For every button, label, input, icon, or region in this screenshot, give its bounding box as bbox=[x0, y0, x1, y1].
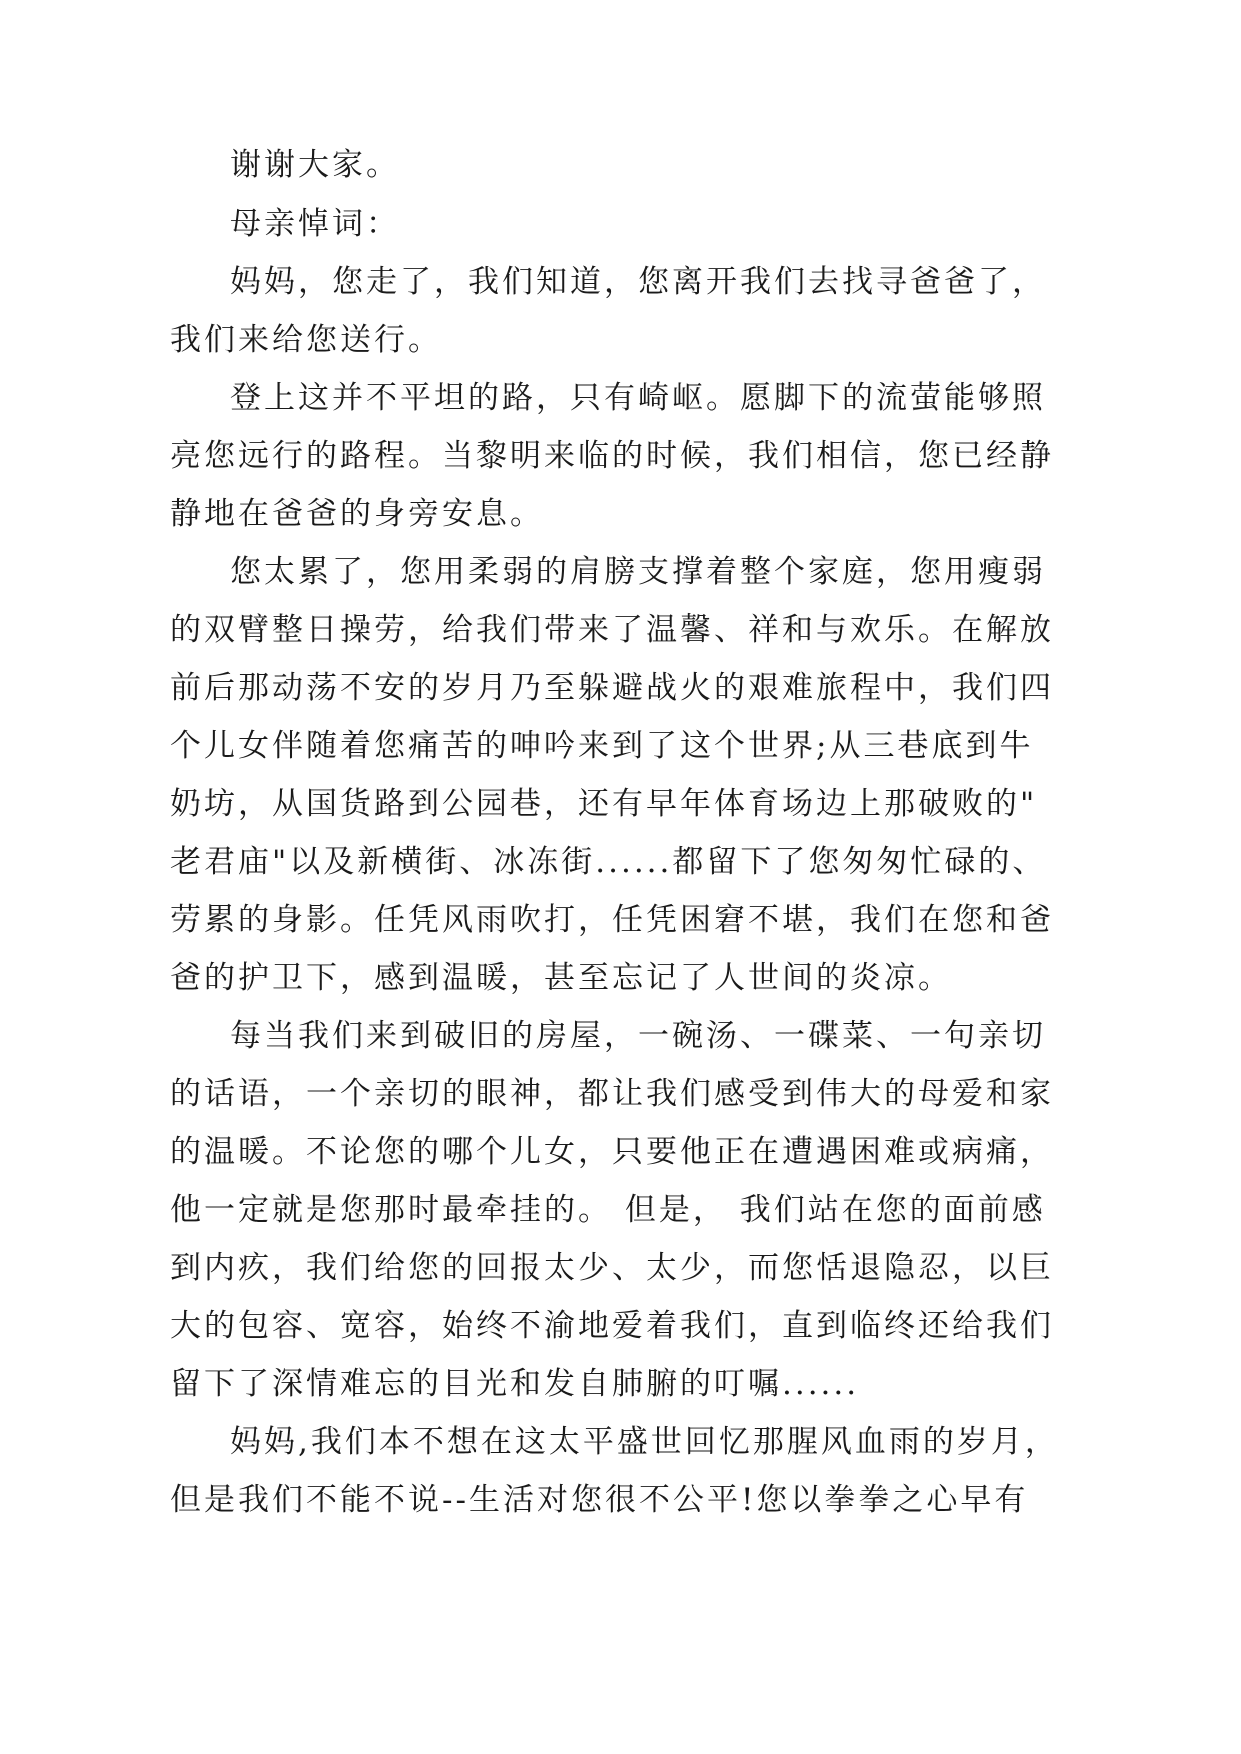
text-line: 我们来给您送行。 bbox=[170, 322, 442, 358]
text-line: 老君庙"以及新横街、冰冻街......都留下了您匆匆忙碌的、 bbox=[170, 844, 1047, 880]
text-line: 前后那动荡不安的岁月乃至躲避战火的艰难旅程中，我们四 bbox=[170, 670, 1054, 706]
text-line: 爸的护卫下，感到温暖，甚至忘记了人世间的炎凉。 bbox=[170, 960, 952, 996]
text-line: 大的包容、宽容，始终不渝地爱着我们，直到临终还给我们 bbox=[170, 1308, 1054, 1344]
text-line: 的双臂整日操劳，给我们带来了温馨、祥和与欢乐。在解放 bbox=[170, 612, 1054, 648]
text-line: 亮您远行的路程。当黎明来临的时候，我们相信，您已经静 bbox=[170, 438, 1054, 474]
text-line: 个儿女伴随着您痛苦的呻吟来到了这个世界;从三巷底到牛 bbox=[170, 728, 1034, 764]
text-line: 您太累了，您用柔弱的肩膀支撑着整个家庭，您用瘦弱 bbox=[230, 554, 1046, 590]
text-line: 妈妈,我们本不想在这太平盛世回忆那腥风血雨的岁月， bbox=[230, 1424, 1059, 1460]
text-line: 的温暖。不论您的哪个儿女，只要他正在遭遇困难或病痛， bbox=[170, 1134, 1054, 1170]
text-line: 但是我们不能不说--生活对您很不公平!您以拳拳之心早有 bbox=[170, 1482, 1029, 1518]
text-line: 的话语，一个亲切的眼神，都让我们感受到伟大的母爱和家 bbox=[170, 1076, 1054, 1112]
text-line: 静地在爸爸的身旁安息。 bbox=[170, 496, 544, 532]
text-line: 妈妈，您走了，我们知道，您离开我们去找寻爸爸了， bbox=[230, 264, 1046, 300]
text-line: 留下了深情难忘的目光和发自肺腑的叮嘱...... bbox=[170, 1366, 860, 1402]
text-line: 奶坊，从国货路到公园巷，还有早年体育场边上那破败的" bbox=[170, 786, 1038, 822]
text-line: 谢谢大家。 bbox=[230, 147, 400, 183]
text-line: 他一定就是您那时最牵挂的。 但是， 我们站在您的面前感 bbox=[170, 1192, 1046, 1228]
text-line: 到内疚，我们给您的回报太少、太少，而您恬退隐忍，以巨 bbox=[170, 1250, 1054, 1286]
text-line: 母亲悼词： bbox=[230, 206, 400, 242]
text-line: 每当我们来到破旧的房屋，一碗汤、一碟菜、一句亲切 bbox=[230, 1018, 1046, 1054]
text-line: 劳累的身影。任凭风雨吹打，任凭困窘不堪，我们在您和爸 bbox=[170, 902, 1054, 938]
text-line: 登上这并不平坦的路，只有崎岖。愿脚下的流萤能够照 bbox=[230, 380, 1046, 416]
